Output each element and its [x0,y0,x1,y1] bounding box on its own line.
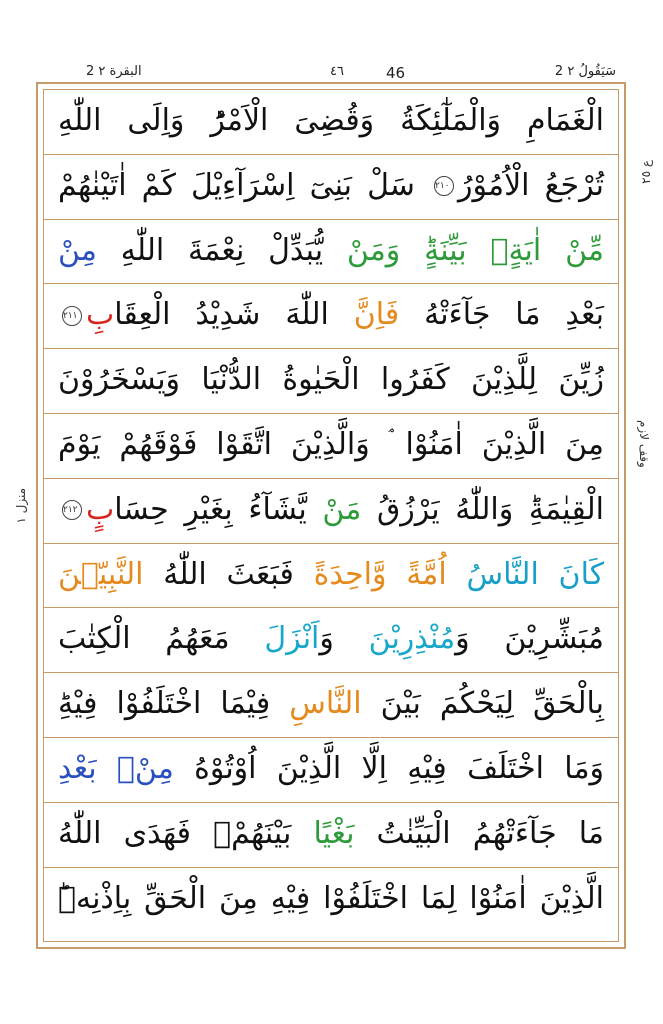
text-segment: بِ [86,297,115,333]
text-line [44,349,618,414]
text-segment: وَ [319,621,369,657]
text-segment: مَعَهُمُ الْكِتٰبَ [58,621,265,657]
header-page-number-urdu: ٤٦ [330,64,344,79]
text-segment: مِنَ الَّذِيْنَ اٰمَنُوْا ۘ وَالَّذِيْنَ اتَّقَوْا فَوْقَهُمْ يَوْمَ [58,427,604,462]
text-line [44,673,618,738]
text-segment: فَاِنَّ [353,297,400,333]
text-segment: مِنْ [58,232,97,268]
ayah-number-marker: ٢١٢ [62,500,82,520]
manzil-marker: منزل ١ [14,488,28,524]
text-segment: زُيِّنَ لِلَّذِيْنَ كَفَرُوا الْحَيٰوةُ الدُّنْيَا وَيَسْخَرُوْنَ [58,362,604,398]
text-segment: بٍ [86,491,115,527]
text-segment: وَمَا اخْتَلَفَ فِيْهِ اِلَّا الَّذِيْنَ اُوْتُوْهُ [173,751,604,786]
text-segment: اللّٰهَ شَدِيْدُ الْعِقَا [114,297,354,333]
text-segment: وَمَنْ [346,232,425,268]
text-line [44,155,618,220]
text-segment: بِالْحَقِّ لِيَحْكُمَ بَيْنَ [361,686,604,722]
ruku-marker: ع ٢٥ [639,160,653,184]
text-segment: كَانَ النَّاسُ [446,556,604,592]
header-surah-name: 2 البقرة ٢ [86,64,142,79]
text-line [44,90,618,155]
text-line [44,803,618,868]
text-segment: بَغْيًا [313,815,355,851]
ayah-number-marker: ٢١١ [62,306,82,326]
text-segment: الْقِيٰمَةِؕ وَاللّٰهُ يَرْزُقُ [361,491,605,527]
text-segment: وَّاحِدَةً [313,556,407,592]
text-segment: الْغَمَامِ وَالْمَلٰٓئِكَةُ وَقُضِىَ الْاَمْرُؕ وَاِلَى اللّٰهِ [58,103,604,138]
text-line [44,738,618,803]
text-segment: فِيْمَا اخْتَلَفُوْا فِيْهِؕ [58,686,290,722]
ayah-number-marker: ٢١٠ [434,176,454,196]
text-line [44,544,618,609]
text-line [44,220,618,285]
text-segment: مُبَشِّرِيْنَ وَ [455,621,604,657]
text-segment: تُرْجَعُ الْاُمُوْرُ [458,167,605,203]
text-segment: الَّذِيْنَ اٰمَنُوْا لِمَا اخْتَلَفُوْا فِيْهِ مِنَ الْحَقِّ بِاِذْنِهٖؕ [58,880,604,916]
text-segment: مِنْۢ بَعْدِ [58,751,174,786]
waqf-lazim-marker: وقف لازم [637,420,651,468]
text-line [44,868,618,933]
text-segment: سَلْ بَنِىٓ اِسْرَآءِيْلَ كَمْ اٰتَيْنٰهُمْ [58,167,431,203]
text-segment: يُّبَدِّلْ نِعْمَةَ اللّٰهِ [96,232,347,268]
text-segment: اَنْزَلَ [264,621,320,657]
text-segment: بَعْدِ مَا جَآءَتْهُ [399,297,604,333]
header-para-name: 2 سَيَقُولُ ٢ [554,64,616,79]
text-segment: بَيْنَهُمْۚ فَهَدَى اللّٰهُ [58,815,314,851]
text-segment: مُنْذِرِيْنَ [368,621,456,657]
text-line [44,608,618,673]
text-segment: مَا جَآءَتْهُمُ الْبَيِّنٰتُ [354,815,604,851]
text-segment: اُمَّةً [406,556,447,592]
text-segment: النَّبِيّٖنَ [58,556,144,592]
text-line [44,414,618,479]
text-segment: النَّاسِ [289,686,362,722]
header-page-number: 46 [386,64,406,82]
text-segment: مَنْ [322,491,362,527]
text-segment: مِّنْ اٰيَةٍۢ بَيِّنَةٍؕ [424,232,604,268]
text-line [44,479,618,544]
text-segment: يَّشَآءُ بِغَيْرِ حِسَا [114,491,323,527]
text-segment: فَبَعَثَ اللّٰهُ [143,556,314,592]
text-line [44,284,618,349]
